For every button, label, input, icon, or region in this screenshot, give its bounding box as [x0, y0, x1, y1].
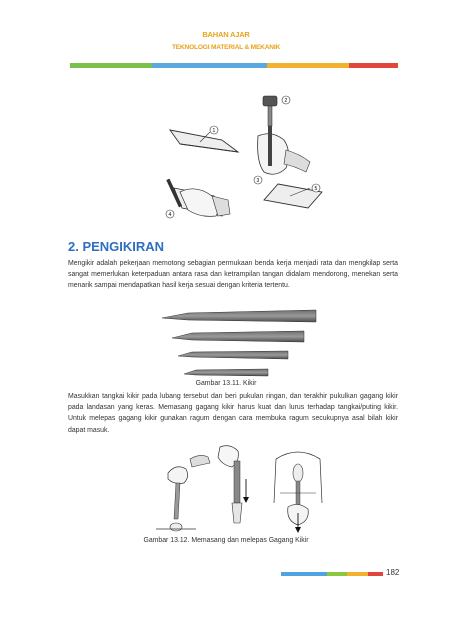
footer-color-bar: [281, 572, 383, 576]
header-color-bar: [70, 63, 398, 68]
paragraph-handle-mounting: Masukkan tangkai kikir pada lubang tersebut dan beri pukulan ringan, dan terakhir pukulkan gagang kikir pada landasan yang keras. Memasang gagang kikir harus kuat dan lurus terhadap tangkai/puting kikir. Untuk melepas gagang kikir gunakan ragum dengan cara membuka ragum secukupnya asal bilah kikir dapat masuk.: [68, 393, 398, 434]
label-3: 3: [256, 178, 260, 184]
label-2: 2: [284, 98, 288, 104]
file-in-handle-drawing: [218, 446, 249, 523]
paragraph-filing-definition: Mengikir adalah pekerjaan memotong sebagian permukaan benda kerja menjadi rata dan mengkilap serta sangat memerlukan keterpaduan antara rasa dan ketrampilan tangan didalam mendorong, menekan serta menarik sampai mendapatkan hasil kerja sesuai dengan kriteria tertentu.: [68, 260, 398, 290]
bar-segment-green: [70, 63, 152, 68]
header-title: BAHAN AJAR: [202, 30, 250, 39]
page-number: 182: [386, 568, 400, 577]
handle-mounting-illustration: [150, 443, 326, 535]
files-illustration: [158, 298, 320, 380]
vise-release-drawing: [274, 452, 322, 533]
label-1: 1: [212, 128, 216, 134]
file-small: [184, 369, 268, 376]
bar-segment-red: [349, 63, 398, 68]
footer-segment-red: [368, 572, 383, 576]
file-half-round: [178, 351, 288, 359]
label-5: 5: [314, 186, 318, 192]
header-subtitle: TEKNOLOGI MATERIAL & MEKANIK: [171, 44, 281, 51]
file-flat-large: [162, 310, 316, 322]
footer-segment-orange: [347, 572, 367, 576]
section-heading: 2. PENGIKIRAN: [68, 239, 165, 254]
chisel-illustration: [160, 92, 330, 232]
hammering-handle-drawing: [156, 455, 210, 531]
figure-caption-handle: Gambar 13.12. Memasang dan melepas Gagang Kikir: [143, 537, 309, 544]
figure-caption-files: Gambar 13.11. Kikir: [195, 380, 257, 387]
file-flat-medium: [172, 331, 304, 342]
footer-segment-green: [327, 572, 347, 576]
footer-segment-blue: [281, 572, 327, 576]
bar-segment-orange: [267, 63, 349, 68]
bar-segment-blue: [152, 63, 267, 68]
label-4: 4: [168, 212, 172, 218]
